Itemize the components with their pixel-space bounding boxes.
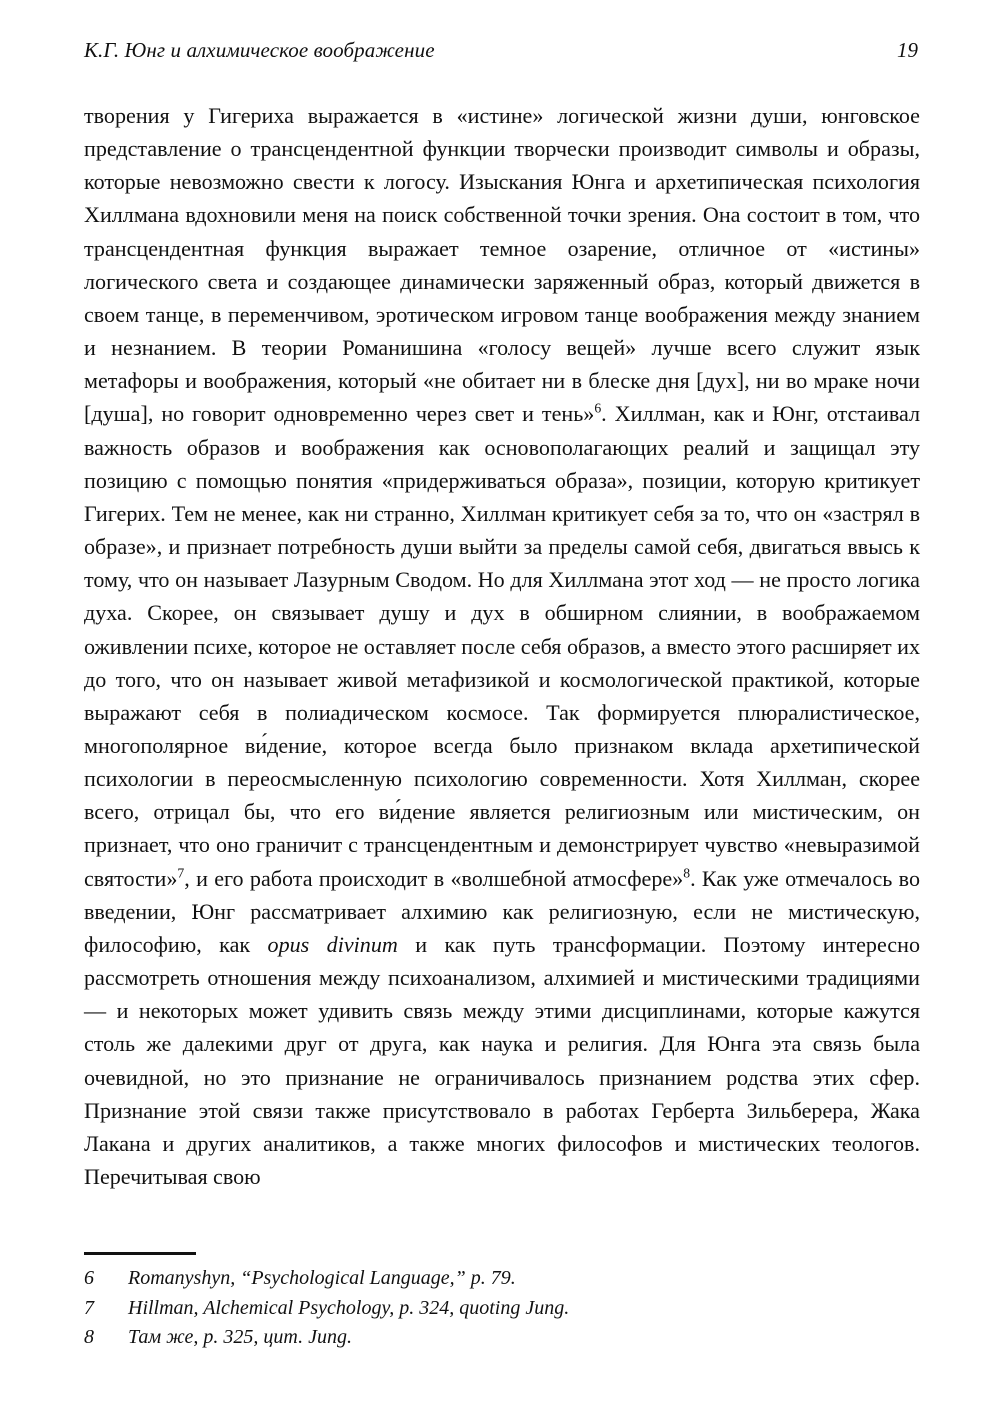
page-number: 19 [897, 38, 918, 62]
body-text-part-4: . Как уже отмечалось во введении, Юнг рассматривает алхимию как религиозную, если не мистическую, философию, как [84, 865, 920, 957]
footnote-item [84, 1294, 920, 1324]
footnote-marker: 7 [84, 1296, 94, 1319]
footnotes-section [84, 1252, 920, 1353]
footnote-item [84, 1323, 920, 1353]
footnote-reference-7[interactable]: 7 [177, 865, 185, 881]
running-head-title: К.Г. Юнг и алхимическое воображение [84, 38, 435, 62]
body-text-part-1: творения у Гигериха выражается в «истине» логической жизни души, юнговское представление о трансцендентной функции творчески производит символы и образы, которые невозможно свести к логосу. Изыскания Юнга и архетипическая психология Хиллмана вдохновили меня на поиск собственной точки зрения. Она состоит в том, что трансцендентная функция выражает темное озарение, отличное от «истины» логического света и создающее динамически заряженный образ, который движется в своем танце, в переменчивом, эротическом игровом танце воображения между знанием и незнанием. В теории Романишина «голосу вещей» лучше всего служит язык метафоры и воображения, который «не обитает ни в блеске дня [дух], ни во мраке ночи [душа], но говорит одновременно через свет и тень» [84, 103, 920, 427]
footnote-list [84, 1264, 920, 1353]
footnote-text: Romanyshyn, “Psychological Language,” p. 79. [128, 1267, 516, 1289]
footnote-item [84, 1264, 920, 1294]
footnote-text: Там же, p. 325, цит. Jung. [128, 1326, 352, 1348]
body-text-block [84, 99, 920, 1193]
body-paragraph [84, 99, 920, 1193]
footnote-text: Hillman, Alchemical Psychology, p. 324, quoting Jung. [128, 1296, 570, 1319]
footnote-reference-8[interactable]: 8 [683, 865, 691, 881]
footnote-separator-rule [84, 1252, 196, 1255]
footnote-reference-6[interactable]: 6 [594, 401, 602, 417]
latin-term-opus-divinum: opus divinum [267, 931, 398, 957]
running-head [84, 38, 918, 63]
footnote-marker: 8 [84, 1326, 94, 1348]
body-text-part-2: . Хиллман, как и Юнг, отстаивал важность образов и воображения как основополагающих реалий и защищал эту позицию с помощью понятия «придерживаться образа», позиции, которую критикует Гигерих. Тем не менее, как ни странно, Хиллман критикует себя за то, что он «застрял в образе», и признает потребность души выйти за пределы самой себя, двигаться ввысь к тому, что он называет Лазурным Сводом. Но для Хиллмана этот ход — не просто логика духа. Скорее, он связывает душу и дух в обширном слиянии, в воображаемом оживлении психе, которое не оставляет после себя образов, а вместо этого расширяет их до того, что он называет живой метафизикой и космологической практикой, которые выражают себя в полиадическом космосе. Так формируется плюралистическое, многополярное ви́дение, которое всегда было признаком вклада архетипической психологии в переосмысленную психологию современности. Хотя Хиллман, скорее всего, отрицал бы, что его ви́дение является религиозным или мистическим, он признает, что оно граничит с трансцендентным и демонстрирует чувство «невыразимой святости» [84, 401, 920, 891]
body-text-part-5: и как путь трансформации. Поэтому интересно рассмотреть отношения между психоанализом, алхимией и мистическими традициями — и некоторых может удивить связь между этими дисциплинами, которые кажутся столь же далекими друг от друга, как наука и религия. Для Юнга эта связь была очевидной, но это признание не ограничивалось признанием родства этих сфер. Признание этой связи также присутствовало в работах Герберта Зильберера, Жака Лакана и других аналитиков, а также многих философов и мистических теологов. Перечитывая свою [84, 931, 920, 1189]
footnote-marker: 6 [84, 1267, 94, 1289]
body-text-part-3: , и его работа происходит в «волшебной атмосфере» [184, 865, 684, 891]
